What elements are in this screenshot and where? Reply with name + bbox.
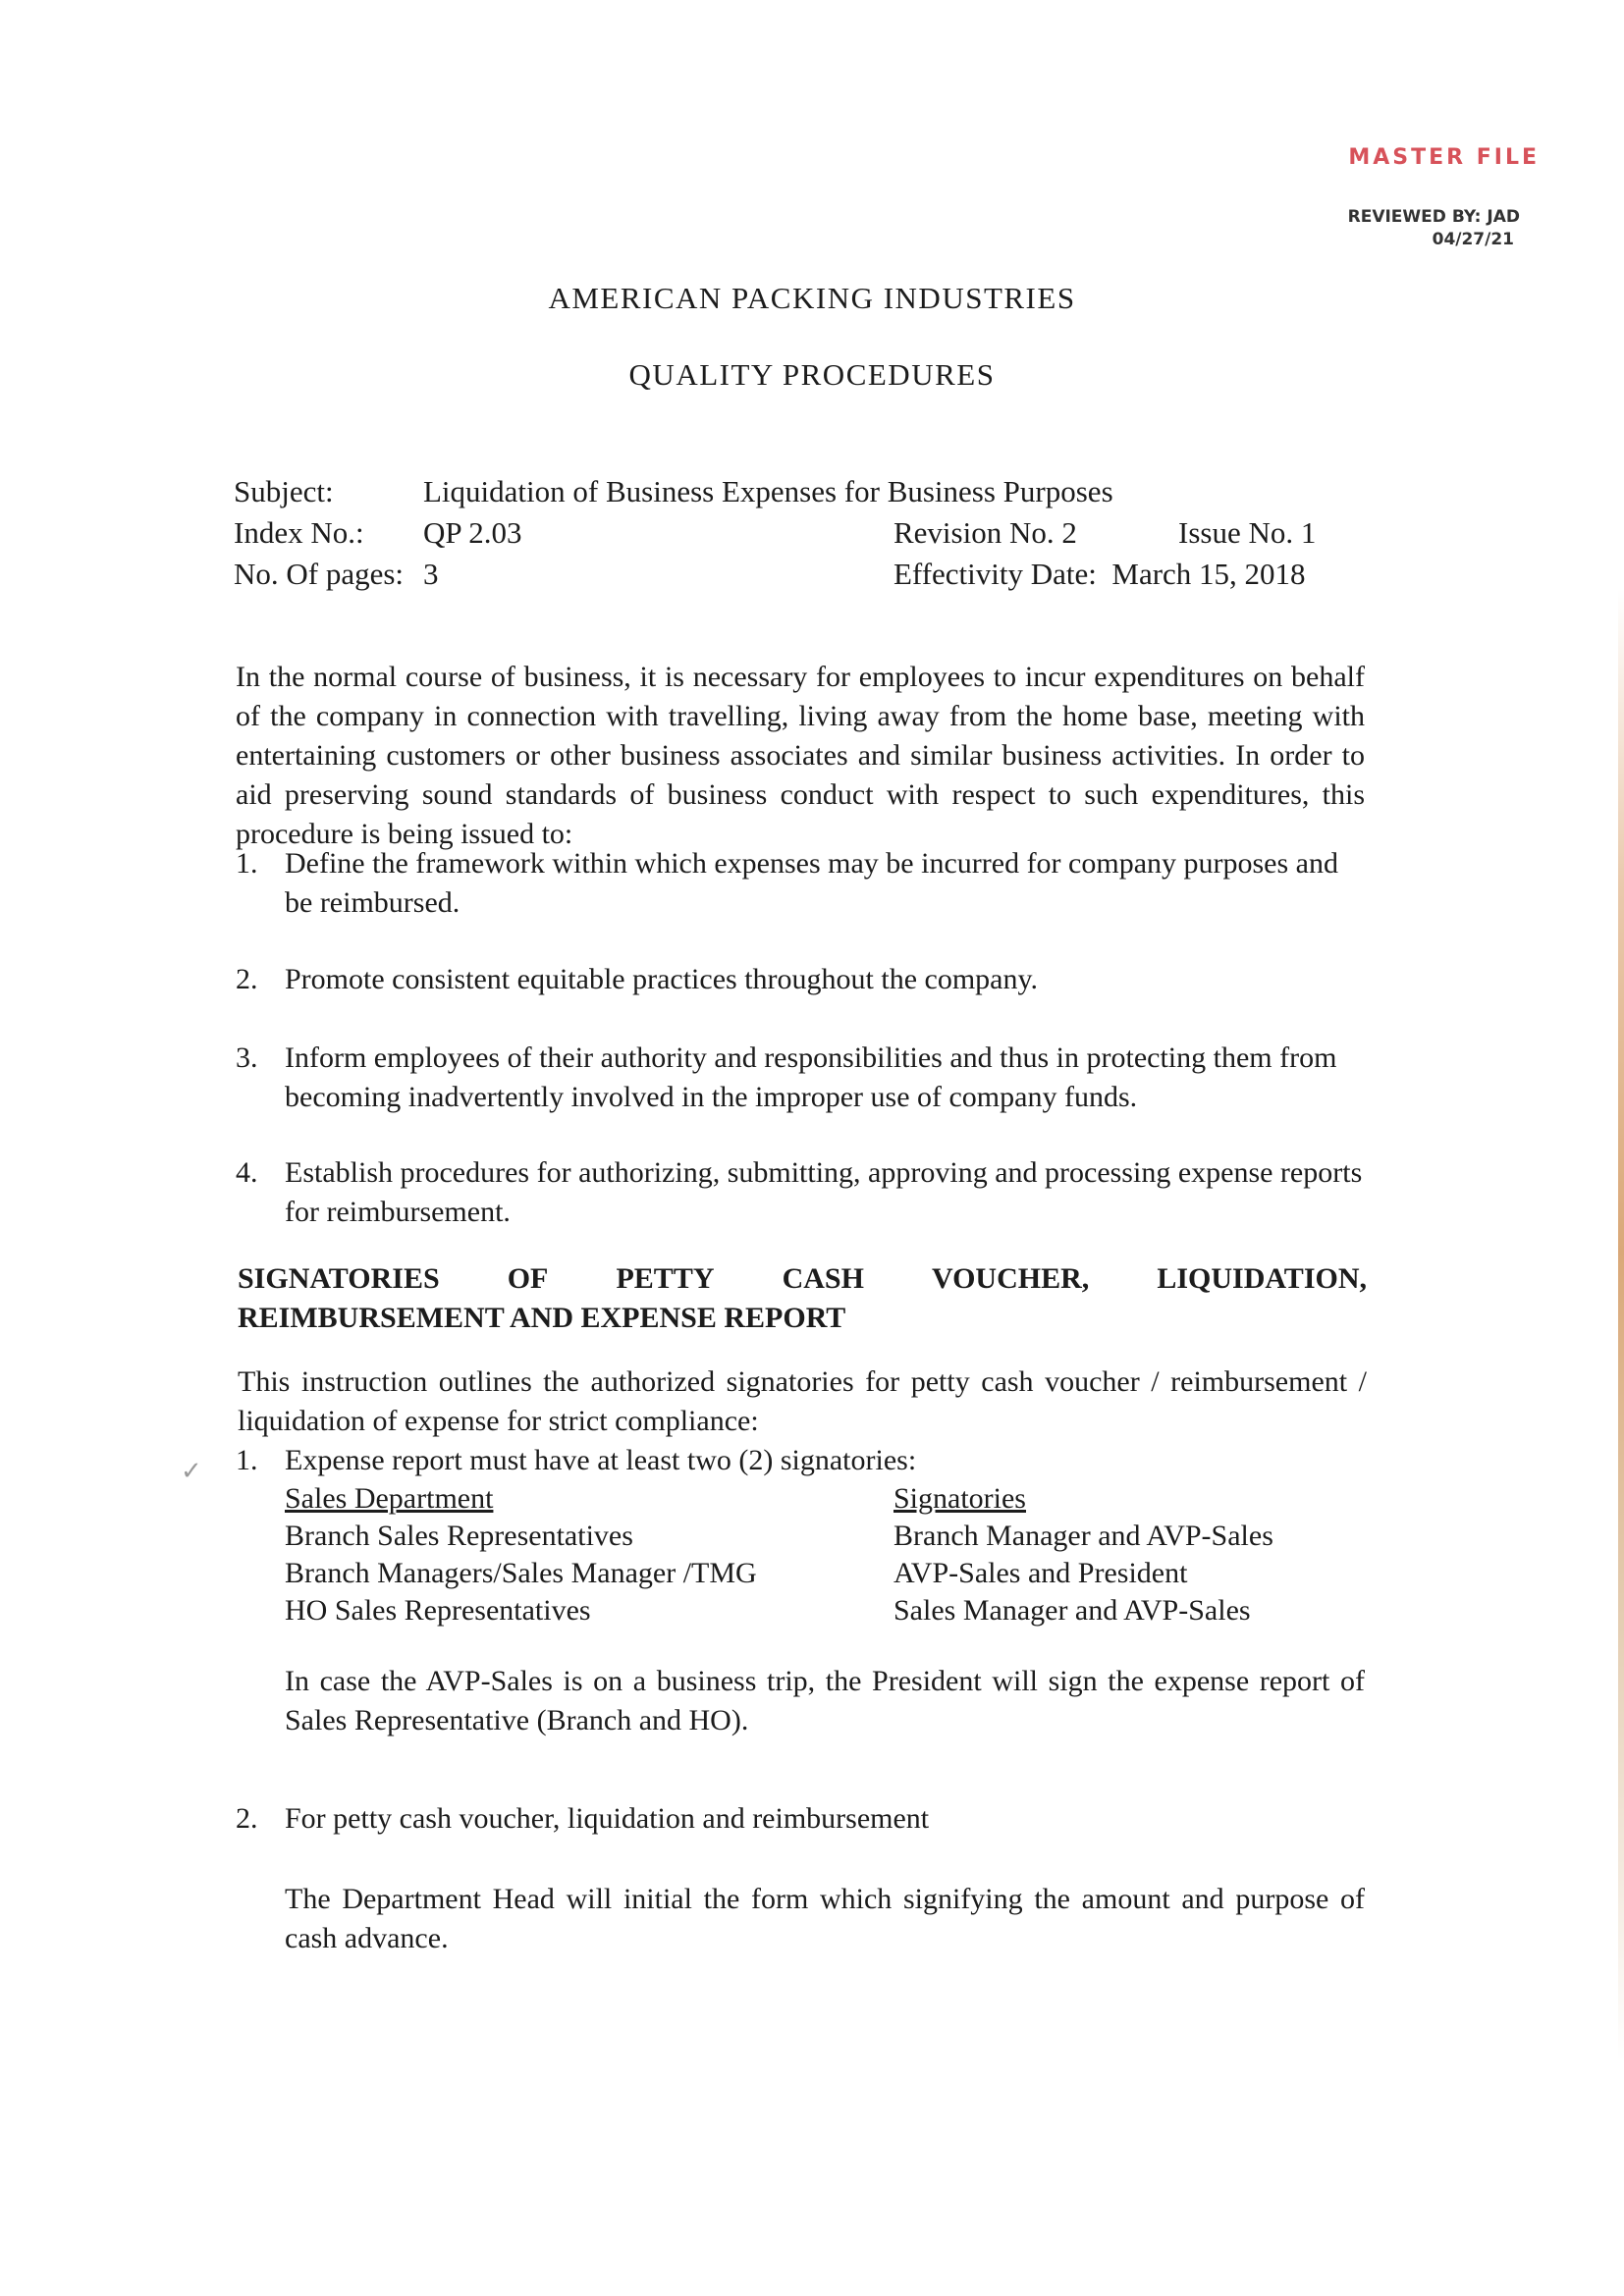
list-number: 3. [236,1041,258,1074]
effectivity-value: March 15, 2018 [1111,557,1306,591]
list-item [236,844,1365,923]
heading-word: PETTY [616,1262,715,1295]
effectivity-label: Effectivity Date: [893,557,1097,591]
pages-value: 3 [423,557,439,591]
table-cell-role: Branch Sales Representatives [285,1520,633,1552]
pages-row [234,554,1343,595]
effectivity-date [893,554,1306,595]
department-head-note: The Department Head will initial the form which signifying the amount and purpose of cash advance. [285,1883,1365,1954]
document-meta [234,471,1343,595]
master-file-stamp: MASTER FILE [1348,145,1540,170]
list-item [236,960,1365,999]
heading-word: OF [507,1262,549,1295]
list-text: Inform employees of their authority and responsibilities and thus in protecting them from becoming inadvertently involved in the improper use of company funds. [285,1041,1337,1113]
company-title: AMERICAN PACKING INDUSTRIES [548,281,1076,315]
list-text: Expense report must have at least two (2) signatories: [285,1444,917,1476]
list-number: 2. [236,1802,258,1835]
intro-paragraph: In the normal course of business, it is necessary for employees to incur expenditures on behalf of the company in connection with travelling, living away from the home base, meeting with entertaining customers or other business associates and similar business activities. In order to aid preserving sound standards of business conduct with respect to such expenditures, this procedure is being issued to: [236,661,1365,850]
checkmark-icon: ✓ [181,1457,202,1486]
column-header-sales-department: Sales Department [285,1482,494,1515]
pages-label: No. Of pages: [234,557,405,591]
column-header-signatories: Signatories [893,1482,1026,1515]
subject-label: Subject: [234,474,334,508]
list-text: Define the framework within which expenses may be incurred for company purposes and be reimbursed. [285,847,1338,919]
heading-word: SIGNATORIES [238,1262,440,1295]
table-row [285,1518,1365,1555]
index-label: Index No.: [234,515,364,550]
list-number: 1. [236,847,258,880]
issue-number: Issue No. 1 [1178,515,1317,550]
purpose-item-2 [236,960,1365,999]
purpose-item-4 [236,1153,1365,1232]
section-heading-line-1 [238,1259,1367,1299]
document-type-title: QUALITY PROCEDURES [628,357,996,392]
purpose-item-1 [236,844,1365,923]
heading-word: LIQUIDATION, [1157,1262,1367,1295]
table-header-row [285,1480,1365,1518]
avp-absence-note: In case the AVP-Sales is on a business trip, the President will sign the expense report of Sales Representative (Branch and HO). [285,1665,1365,1736]
index-value: QP 2.03 [423,515,522,550]
list-item [236,1441,1365,1480]
heading-word: VOUCHER, [932,1262,1090,1295]
table-cell-signatories: Branch Manager and AVP-Sales [893,1520,1273,1552]
heading-word: CASH [782,1262,864,1295]
list-number: 2. [236,963,258,995]
table-cell-role: Branch Managers/Sales Manager /TMG [285,1557,757,1589]
list-number: 1. [236,1444,258,1476]
signatories-item-2 [236,1799,1365,1839]
reviewed-by-text: REVIEWED BY: JAD [1347,207,1520,227]
table-cell-role: HO Sales Representatives [285,1594,591,1627]
revision-number: Revision No. 2 [893,515,1077,550]
subject-value: Liquidation of Business Expenses for Business Purposes [423,474,1113,508]
list-item [236,1799,1365,1839]
table-row [285,1555,1365,1592]
reviewed-stamp [1348,206,1520,251]
list-item [236,1153,1365,1232]
reviewed-date: 04/27/21 [1432,229,1514,249]
subject-row [234,471,1343,512]
table-row [285,1592,1365,1629]
purpose-item-3 [236,1039,1365,1117]
page-edge-shadow [1618,589,1624,2061]
section-heading-line-2: REIMBURSEMENT AND EXPENSE REPORT [238,1302,846,1334]
list-number: 4. [236,1156,258,1189]
list-text: For petty cash voucher, liquidation and reimbursement [285,1802,930,1835]
signatories-item-1 [236,1441,1365,1480]
section-heading [238,1259,1367,1338]
index-row [234,512,1343,554]
signatories-intro: This instruction outlines the authorized signatories for petty cash voucher / reimbursement / liquidation of expense for strict compliance: [238,1365,1367,1437]
list-text: Promote consistent equitable practices throughout the company. [285,963,1039,995]
signatories-table [285,1480,1365,1629]
table-cell-signatories: Sales Manager and AVP-Sales [893,1594,1251,1627]
table-cell-signatories: AVP-Sales and President [893,1557,1188,1589]
list-text: Establish procedures for authorizing, submitting, approving and processing expense reports for reimbursement. [285,1156,1363,1228]
list-item [236,1039,1365,1117]
